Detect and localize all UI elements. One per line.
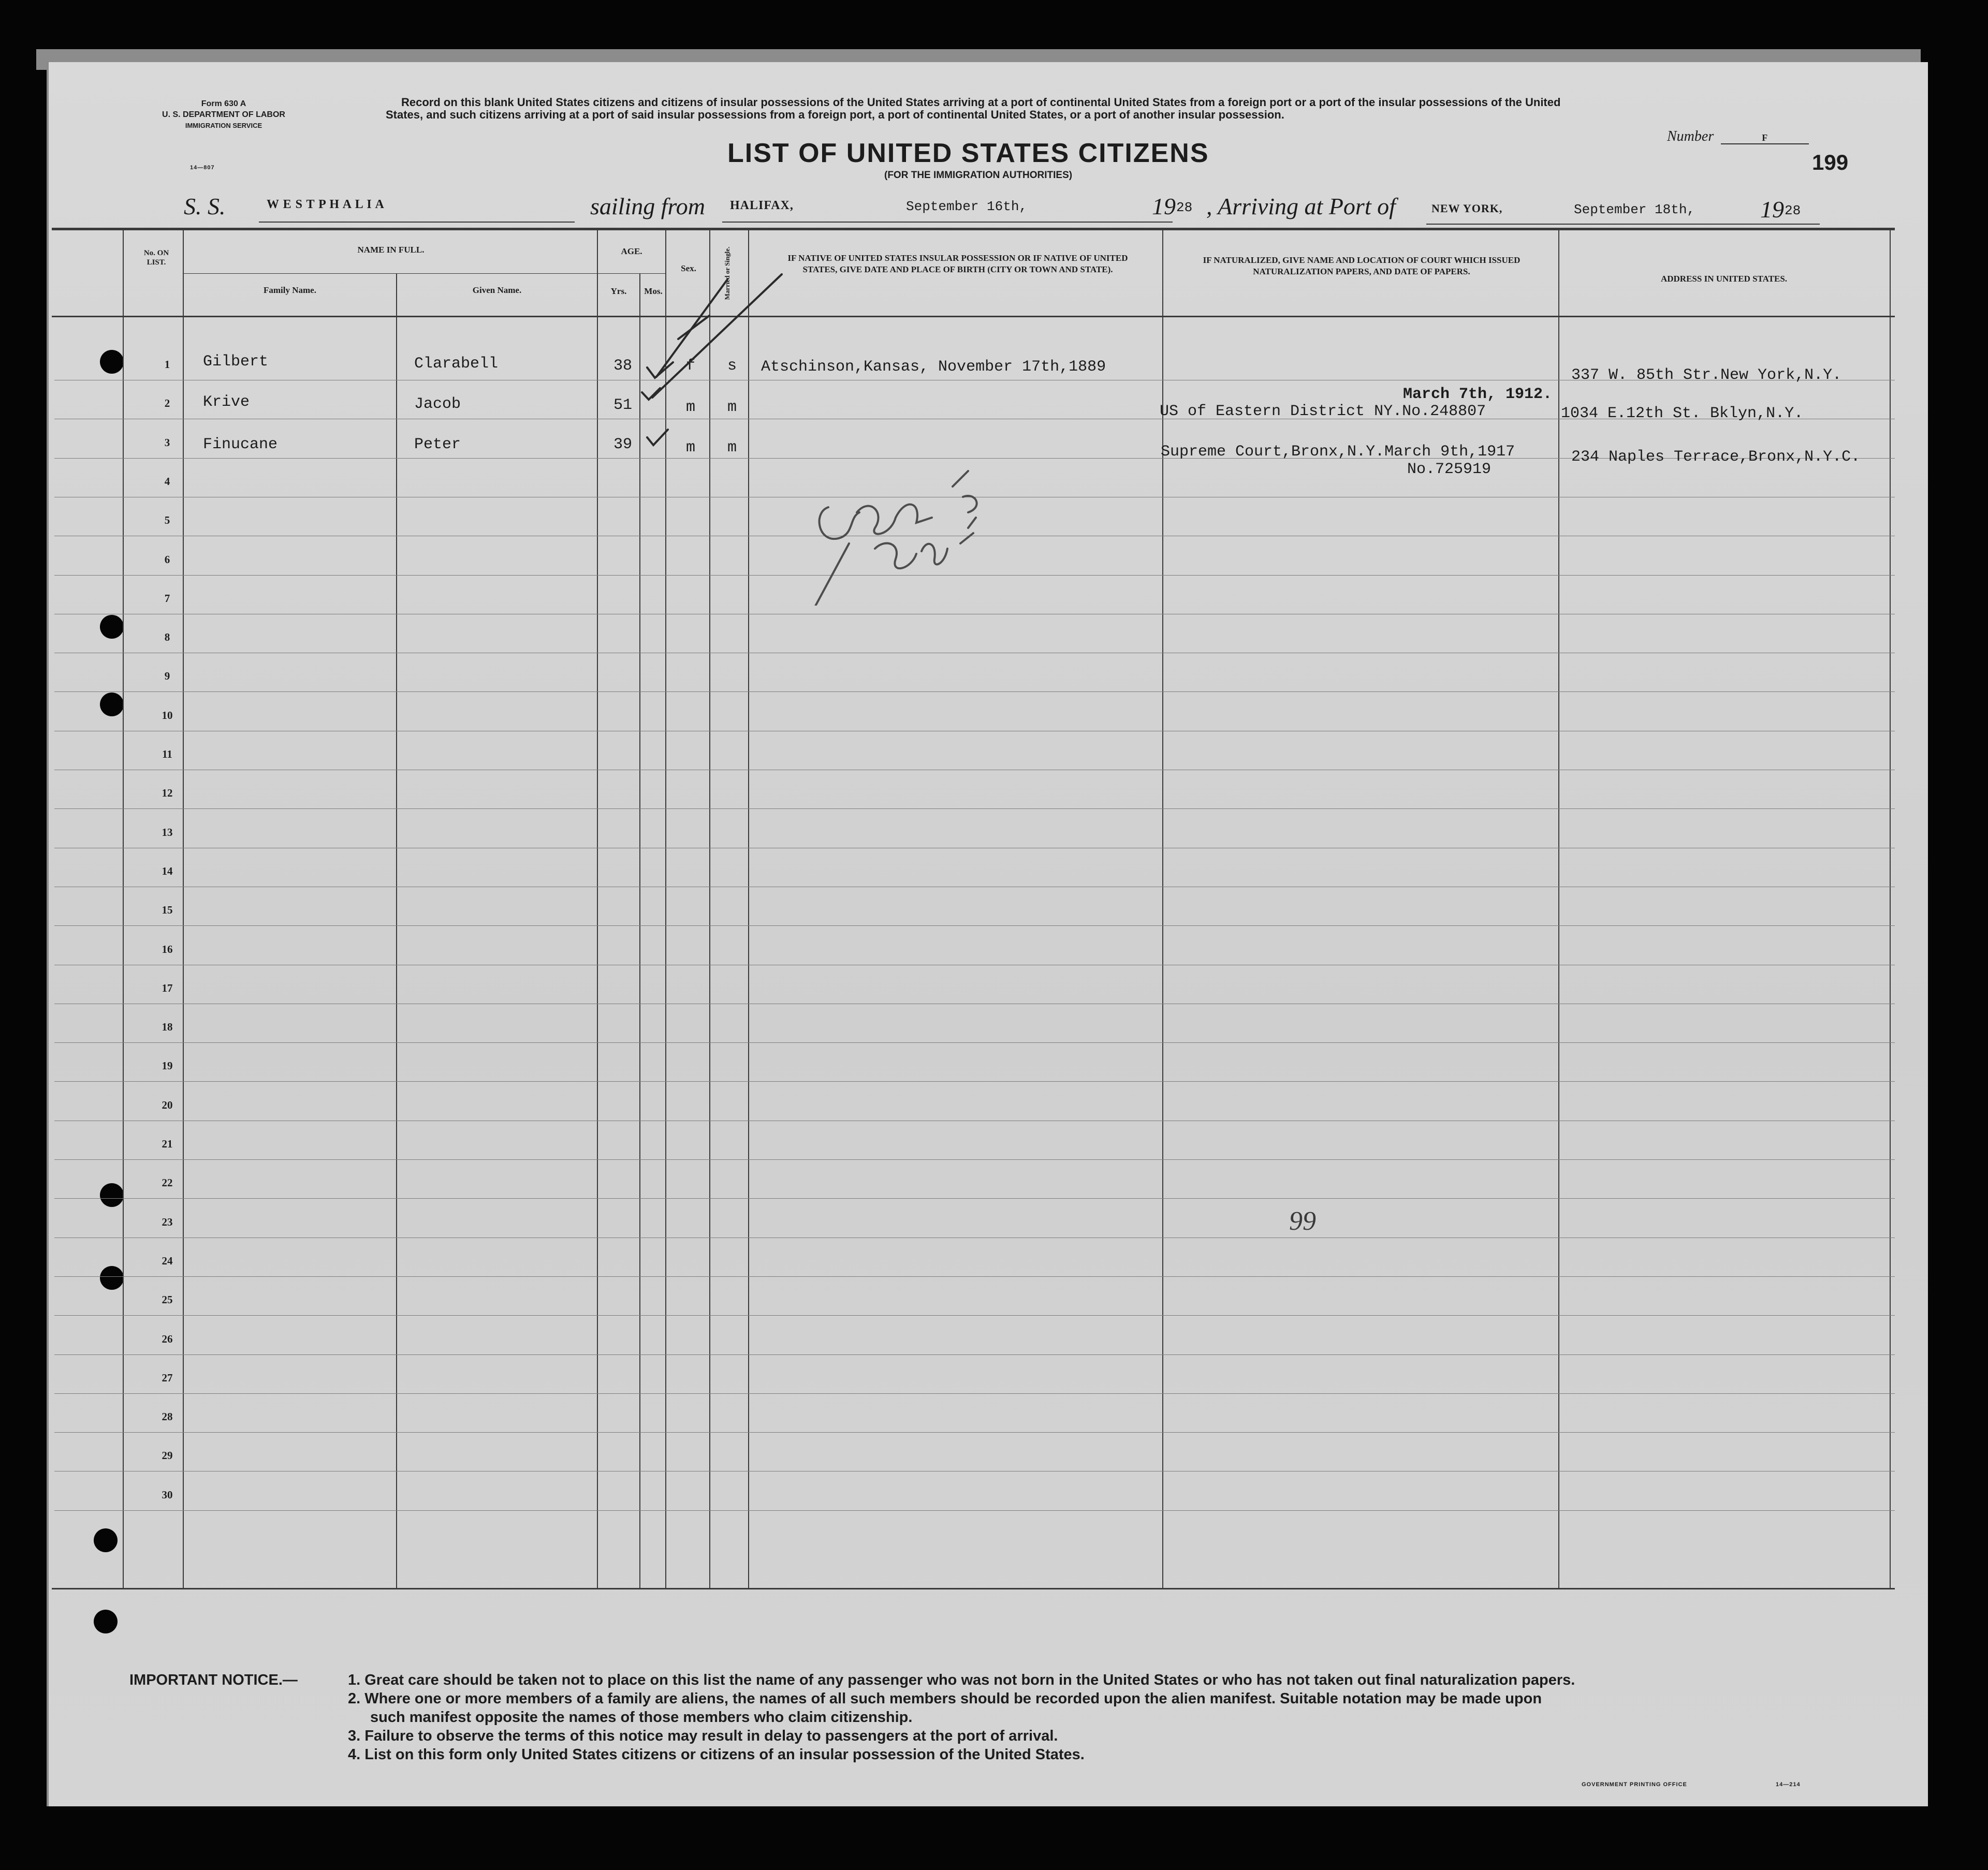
row-number: 17 (162, 981, 173, 994)
header-native-birth: IF NATIVE OF UNITED STATES INSULAR POSSESSION OR IF NATIVE OF UNITED STATES, GIVE DATE AND PLACE OF BIRTH (CITY OR TOWN AND STATE). (787, 253, 1128, 274)
form-identification (136, 98, 312, 131)
row-3-naturalization: Supreme Court,Bronx,N.Y.March 9th,1917 (1161, 443, 1515, 461)
notice-item-2-cont: such manifest opposite the names of those members who claim citizenship. (370, 1709, 913, 1726)
header-given-name: Given Name. (472, 285, 522, 295)
arrival-date: September 18th, (1574, 202, 1695, 217)
row-1-family-name: Gilbert (203, 353, 269, 371)
page-number: 199 (1812, 150, 1849, 174)
year-prefix-arrival: 19 (1760, 196, 1784, 223)
row-number: 10 (162, 709, 173, 722)
header-married-single: Married or Single. (723, 246, 731, 300)
row-rule (54, 1354, 1895, 1355)
row-number: 8 (164, 631, 170, 644)
row-3-family-name: Finucane (203, 436, 278, 453)
row-1-birth: Atschinson,Kansas, November 17th,1889 (761, 358, 1106, 376)
row-number: 6 (164, 553, 170, 566)
row-1-address: 337 W. 85th Str.New York,N.Y. (1571, 366, 1842, 384)
row-rule (54, 1276, 1895, 1277)
row-3-given-name: Peter (414, 436, 461, 453)
row-number: 22 (162, 1176, 173, 1189)
row-3-address: 234 Naples Terrace,Bronx,N.Y.C. (1571, 448, 1861, 466)
row-3-sex: m (686, 439, 696, 457)
row-number: 23 (162, 1215, 173, 1228)
header-divider (52, 316, 1895, 317)
row-2-age-years: 51 (613, 396, 633, 414)
record-instructions: Record on this blank United States citizens and citizens of insular possessions of the United States arriving at a port of continental United States from a foreign port or a port of the insular possessions of the United States, and such citizens arriving at a port of said insular possessions from a foreign port, a port of continental United States, or a port of another insular possession. (386, 96, 1561, 121)
arrival-port: NEW YORK, (1431, 202, 1503, 215)
header-age: AGE. (621, 246, 642, 256)
row-2-naturalization: US of Eastern District NY.No.248807 (1160, 403, 1486, 420)
column-rule (639, 273, 640, 1589)
row-rule (54, 1432, 1895, 1433)
row-number: 21 (162, 1138, 173, 1150)
row-number: 11 (162, 748, 172, 760)
row-2-address: 1034 E.12th St. Bklyn,N.Y. (1561, 405, 1804, 422)
row-number: 12 (162, 787, 173, 800)
service: IMMIGRATION SERVICE (185, 122, 262, 129)
header-family-name: Family Name. (264, 285, 316, 295)
depart-date: September 16th, (906, 199, 1028, 214)
row-rule (54, 691, 1895, 692)
name-subheader-rule (184, 273, 598, 274)
ship-name: W E S T P H A L I A (267, 198, 385, 211)
row-number: 15 (162, 904, 173, 917)
printer-imprint: GOVERNMENT PRINTING OFFICE (1582, 1781, 1687, 1788)
notice-item-4: 4. List on this form only United States citizens or citizens of an insular possession of the United States. (348, 1746, 1085, 1763)
handwritten-scribble (797, 440, 1004, 606)
row-number: 5 (164, 514, 170, 527)
long-check-stroke (678, 316, 709, 339)
ship-underline (259, 222, 575, 223)
notice-item-1: 1. Great care should be taken not to place on this list the name of any passenger who was not born in the United States or who has not taken out final naturalization papers. (348, 1672, 1575, 1688)
row-rule (54, 1081, 1895, 1082)
row-number: 28 (162, 1410, 173, 1423)
row-number: 3 (164, 436, 170, 449)
row-number: 18 (162, 1021, 173, 1034)
punch-hole (100, 1266, 124, 1290)
row-number: 26 (162, 1332, 173, 1345)
year-suffix-depart: 28 (1176, 200, 1193, 215)
row-2-marital: m (727, 399, 737, 416)
check-marks (595, 259, 792, 466)
column-rule (183, 228, 184, 1589)
header-months: Mos. (644, 286, 663, 296)
row-1-marital: s (727, 357, 737, 375)
punch-hole (100, 350, 124, 374)
row-number: 14 (162, 864, 173, 877)
arriving-label: , Arriving at Port of (1206, 193, 1396, 219)
sailing-label: sailing from (590, 193, 705, 219)
row-number: 16 (162, 943, 173, 955)
column-rule (396, 273, 397, 1589)
row-number: 20 (162, 1098, 173, 1111)
row-number: 13 (162, 826, 173, 838)
row-rule (54, 925, 1895, 926)
column-rule (1558, 228, 1559, 1589)
number-field (1667, 128, 1809, 145)
row-number: 2 (164, 397, 170, 410)
row-number: 25 (162, 1293, 173, 1306)
row-1-sex: f (686, 357, 696, 375)
from-port: HALIFAX, (730, 199, 794, 212)
notice-item-3: 3. Failure to observe the terms of this notice may result in delay to passengers at the port of arrival. (348, 1728, 1058, 1744)
important-notice-label: IMPORTANT NOTICE.— (129, 1672, 298, 1688)
row-2-family-name: Krive (203, 393, 250, 411)
row-number: 1 (164, 358, 170, 371)
year-suffix-arrival: 28 (1785, 203, 1801, 218)
row-number: 4 (164, 475, 170, 488)
table-top-border (52, 228, 1895, 230)
year-prefix-depart: 19 (1152, 193, 1176, 219)
arrival-underline (1426, 224, 1820, 225)
page-subtitle: (FOR THE IMMIGRATION AUTHORITIES) (884, 170, 1073, 181)
row-number: 30 (162, 1488, 173, 1501)
row-number: 7 (164, 592, 170, 605)
row-number: 9 (164, 670, 170, 683)
punch-hole (94, 1528, 118, 1552)
number-label: Number (1667, 128, 1714, 144)
notice-item-2: 2. Where one or more members of a family are aliens, the names of all such members should be recorded upon the alien manifest. Suitable notation may be made upon (348, 1690, 1542, 1707)
header-name-in-full: NAME IN FULL. (357, 245, 425, 255)
form-number: Form 630 A (201, 99, 246, 108)
depart-underline (722, 222, 1173, 223)
form-sheet (47, 62, 1928, 1806)
row-number: 29 (162, 1449, 173, 1462)
column-rule (1890, 228, 1891, 1589)
punch-hole (94, 1610, 118, 1633)
row-number: 19 (162, 1059, 173, 1072)
row-3-marital: m (727, 439, 737, 457)
row-number: 24 (162, 1254, 173, 1267)
check-mark (647, 430, 668, 445)
table-bottom-border (52, 1588, 1895, 1589)
header-no-on-list: No. ON LIST. (143, 249, 169, 267)
row-2-naturalization-date: March 7th, 1912. (1403, 386, 1553, 403)
row-rule (54, 1159, 1895, 1160)
header-address: ADDRESS IN UNITED STATES. (1660, 274, 1788, 284)
ss-label: S. S. (184, 193, 226, 219)
page-title: LIST OF UNITED STATES CITIZENS (727, 138, 1209, 168)
row-rule (54, 1315, 1895, 1316)
row-2-sex: m (686, 399, 696, 416)
row-rule (54, 808, 1895, 809)
header-naturalized: IF NATURALIZED, GIVE NAME AND LOCATION OF COURT WHICH ISSUED NATURALIZATION PAPERS, AND DATE OF PAPERS. (1203, 255, 1521, 276)
row-2-given-name: Jacob (414, 395, 461, 413)
column-rule (1162, 228, 1163, 1589)
form-code: 14—807 (190, 165, 215, 171)
punch-hole (100, 693, 124, 716)
handwritten-number: 99 (1289, 1206, 1316, 1236)
column-rule (123, 228, 124, 1589)
punch-hole (100, 615, 124, 639)
row-3-age-years: 39 (613, 436, 633, 453)
row-rule (54, 1042, 1895, 1043)
printer-code: 14—214 (1776, 1781, 1801, 1788)
row-1-age-years: 38 (613, 357, 633, 375)
number-value: F (1721, 132, 1809, 144)
department: U. S. DEPARTMENT OF LABOR (162, 110, 285, 119)
row-rule (54, 1393, 1895, 1394)
row-1-given-name: Clarabell (414, 355, 499, 373)
row-rule (54, 1510, 1895, 1511)
row-rule (54, 1198, 1895, 1199)
row-number: 27 (162, 1371, 173, 1384)
punch-hole (100, 1183, 124, 1207)
row-3-naturalization-number: No.725919 (1407, 461, 1492, 478)
header-sex: Sex. (681, 263, 696, 273)
header-years: Yrs. (610, 286, 627, 296)
